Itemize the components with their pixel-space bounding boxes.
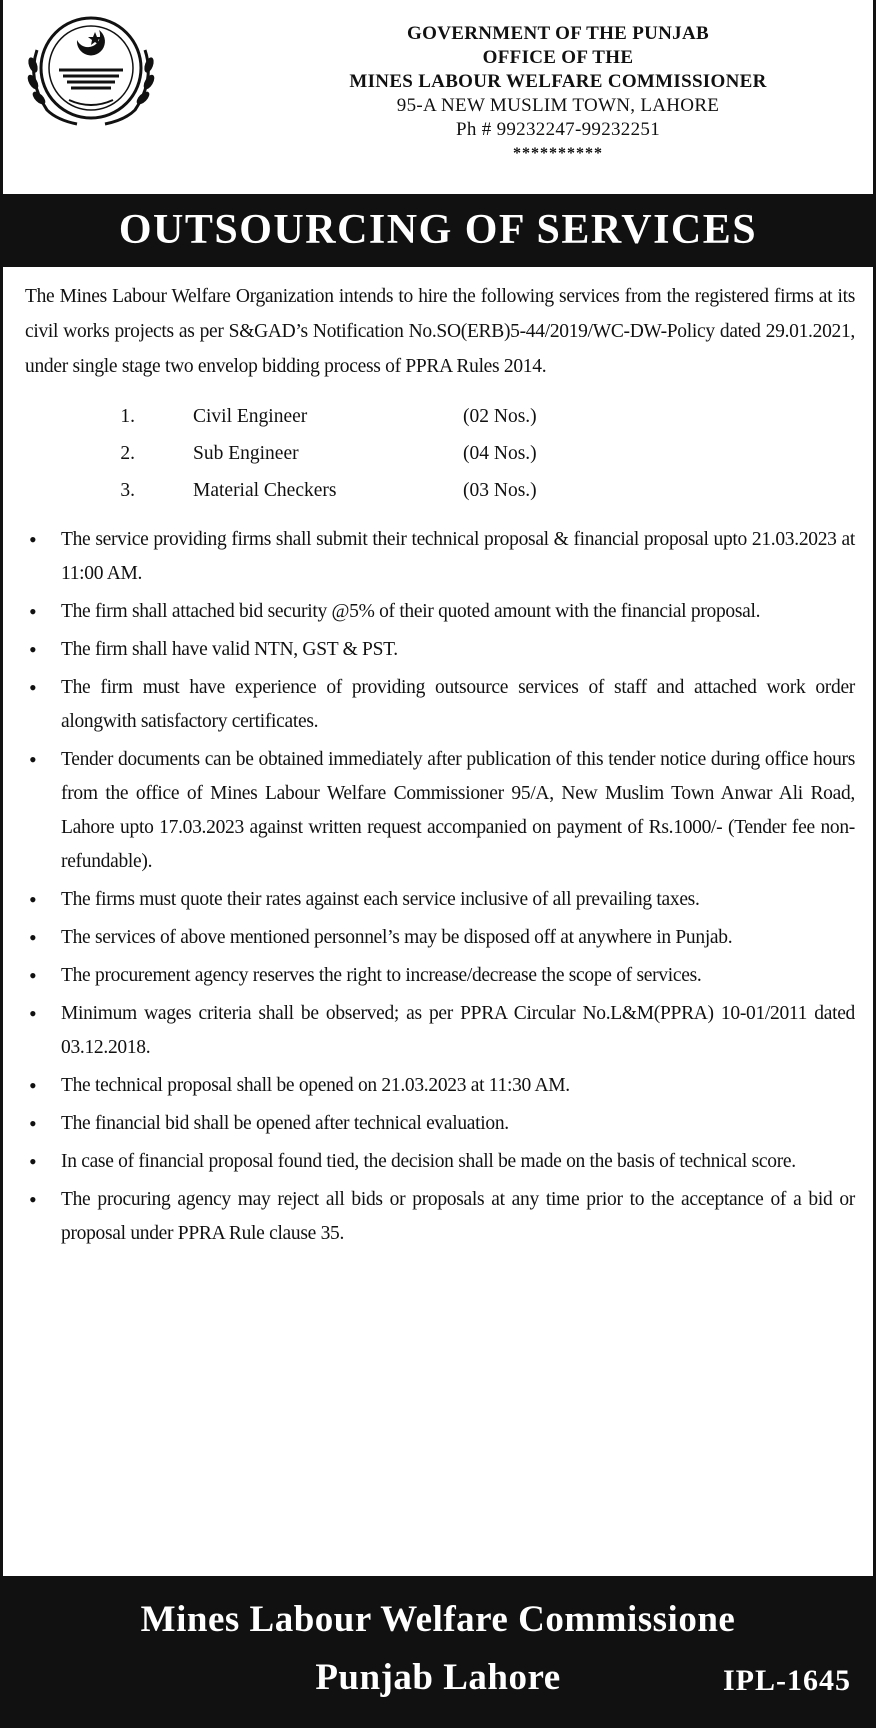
bullet-icon: • — [29, 1001, 37, 1026]
header-separator: ********** — [513, 145, 603, 162]
bullet-icon: • — [29, 1073, 37, 1098]
post-quantity: (02 Nos.) — [463, 406, 537, 427]
bullet-icon: • — [29, 747, 37, 772]
bullet-icon: • — [29, 637, 37, 662]
advertisement-code: IPL-1645 — [723, 1664, 851, 1697]
post-number: 3. — [120, 480, 135, 501]
post-name: Sub Engineer — [193, 443, 299, 464]
office-of-line: OFFICE OF THE — [482, 47, 634, 68]
condition-text: The firm shall attached bid security @5% of their quoted amount with the financial proposal. — [61, 601, 761, 622]
bullet-icon: • — [29, 1149, 37, 1174]
condition-text: The technical proposal shall be opened on 21.03.2023 at 11:30 AM. — [61, 1075, 570, 1096]
office-address: 95-A NEW MUSLIM TOWN, LAHORE — [396, 95, 720, 116]
condition-item — [25, 883, 855, 917]
condition-text: Minimum wages criteria shall be observed; as per PPRA Circular No.L&M(PPRA) 10-01/2011 dated 03.12.2018. — [61, 1003, 855, 1058]
bullet-icon: • — [29, 675, 37, 700]
post-quantity: (03 Nos.) — [463, 480, 537, 501]
government-name: GOVERNMENT OF THE PUNJAB — [407, 23, 709, 44]
condition-item — [25, 633, 855, 667]
footer-location: Punjab Lahore — [315, 1657, 561, 1698]
punjab-government-seal-icon — [19, 10, 163, 130]
bullet-icon: • — [29, 963, 37, 988]
condition-item — [25, 997, 855, 1065]
condition-text: The procuring agency may reject all bids or proposals at any time prior to the acceptance of a bid or proposal under PPRA Rule clause 35. — [61, 1189, 855, 1244]
post-quantity: (04 Nos.) — [463, 443, 537, 464]
bullet-icon: • — [29, 1187, 37, 1212]
intro-paragraph: The Mines Labour Welfare Organization intends to hire the following services from the registered firms at its civil works projects as per S&GAD’s Notification No.SO(ERB)5-44/2019/WC-DW-Policy dated 29.01.2021, under single stage two envelop bidding process of PPRA Rules 2014. — [25, 286, 855, 377]
post-number: 1. — [120, 406, 135, 427]
office-name: MINES LABOUR WELFARE COMMISSIONER — [349, 71, 767, 92]
condition-item — [25, 523, 855, 591]
post-name: Material Checkers — [193, 480, 337, 501]
condition-text: The firms must quote their rates against each service inclusive of all prevailing taxes. — [61, 889, 700, 910]
bullet-icon: • — [29, 887, 37, 912]
notice-footer — [3, 1576, 873, 1728]
condition-text: The services of above mentioned personnel’s may be disposed off at anywhere in Punjab. — [61, 927, 733, 948]
condition-item — [25, 743, 855, 879]
bullet-icon: • — [29, 527, 37, 552]
office-heading — [303, 22, 813, 166]
condition-text: The procurement agency reserves the right to increase/decrease the scope of services. — [61, 965, 702, 986]
condition-text: The service providing firms shall submit their technical proposal & financial proposal upto 21.03.2023 at 11:00 AM. — [61, 529, 855, 584]
office-phone: Ph # 99232247-99232251 — [456, 119, 660, 140]
condition-item — [25, 671, 855, 739]
posts-list — [25, 398, 855, 509]
condition-item — [25, 1145, 855, 1179]
notice-title: OUTSOURCING OF SERVICES — [3, 194, 873, 267]
notice-header — [3, 0, 873, 196]
notice-body — [3, 267, 873, 1251]
condition-text: The firm must have experience of providing outsource services of staff and attached work order alongwith satisfactory certificates. — [61, 677, 855, 732]
post-name: Civil Engineer — [193, 406, 308, 427]
condition-text: The firm shall have valid NTN, GST & PST. — [61, 639, 398, 660]
condition-text: The financial bid shall be opened after technical evaluation. — [61, 1113, 509, 1134]
post-number: 2. — [120, 443, 135, 464]
conditions-list — [25, 523, 855, 1251]
condition-item — [25, 595, 855, 629]
footer-office-name: Mines Labour Welfare Commissione — [140, 1599, 736, 1640]
condition-item — [25, 1107, 855, 1141]
post-item — [25, 398, 855, 435]
condition-item — [25, 1069, 855, 1103]
post-item — [25, 472, 855, 509]
condition-text: Tender documents can be obtained immediately after publication of this tender notice during office hours from the office of Mines Labour Welfare Commissioner 95/A, New Muslim Town Anwar Ali Road, Lahore upto 17.03.2023 against written request accompanied on payment of Rs.1000/- (Tender fee non-refundable). — [61, 749, 855, 872]
condition-item — [25, 1183, 855, 1251]
condition-text: In case of financial proposal found tied, the decision shall be made on the basis of technical score. — [61, 1151, 796, 1172]
condition-item — [25, 959, 855, 993]
bullet-icon: • — [29, 599, 37, 624]
post-item — [25, 435, 855, 472]
condition-item — [25, 921, 855, 955]
bullet-icon: • — [29, 925, 37, 950]
bullet-icon: • — [29, 1111, 37, 1136]
